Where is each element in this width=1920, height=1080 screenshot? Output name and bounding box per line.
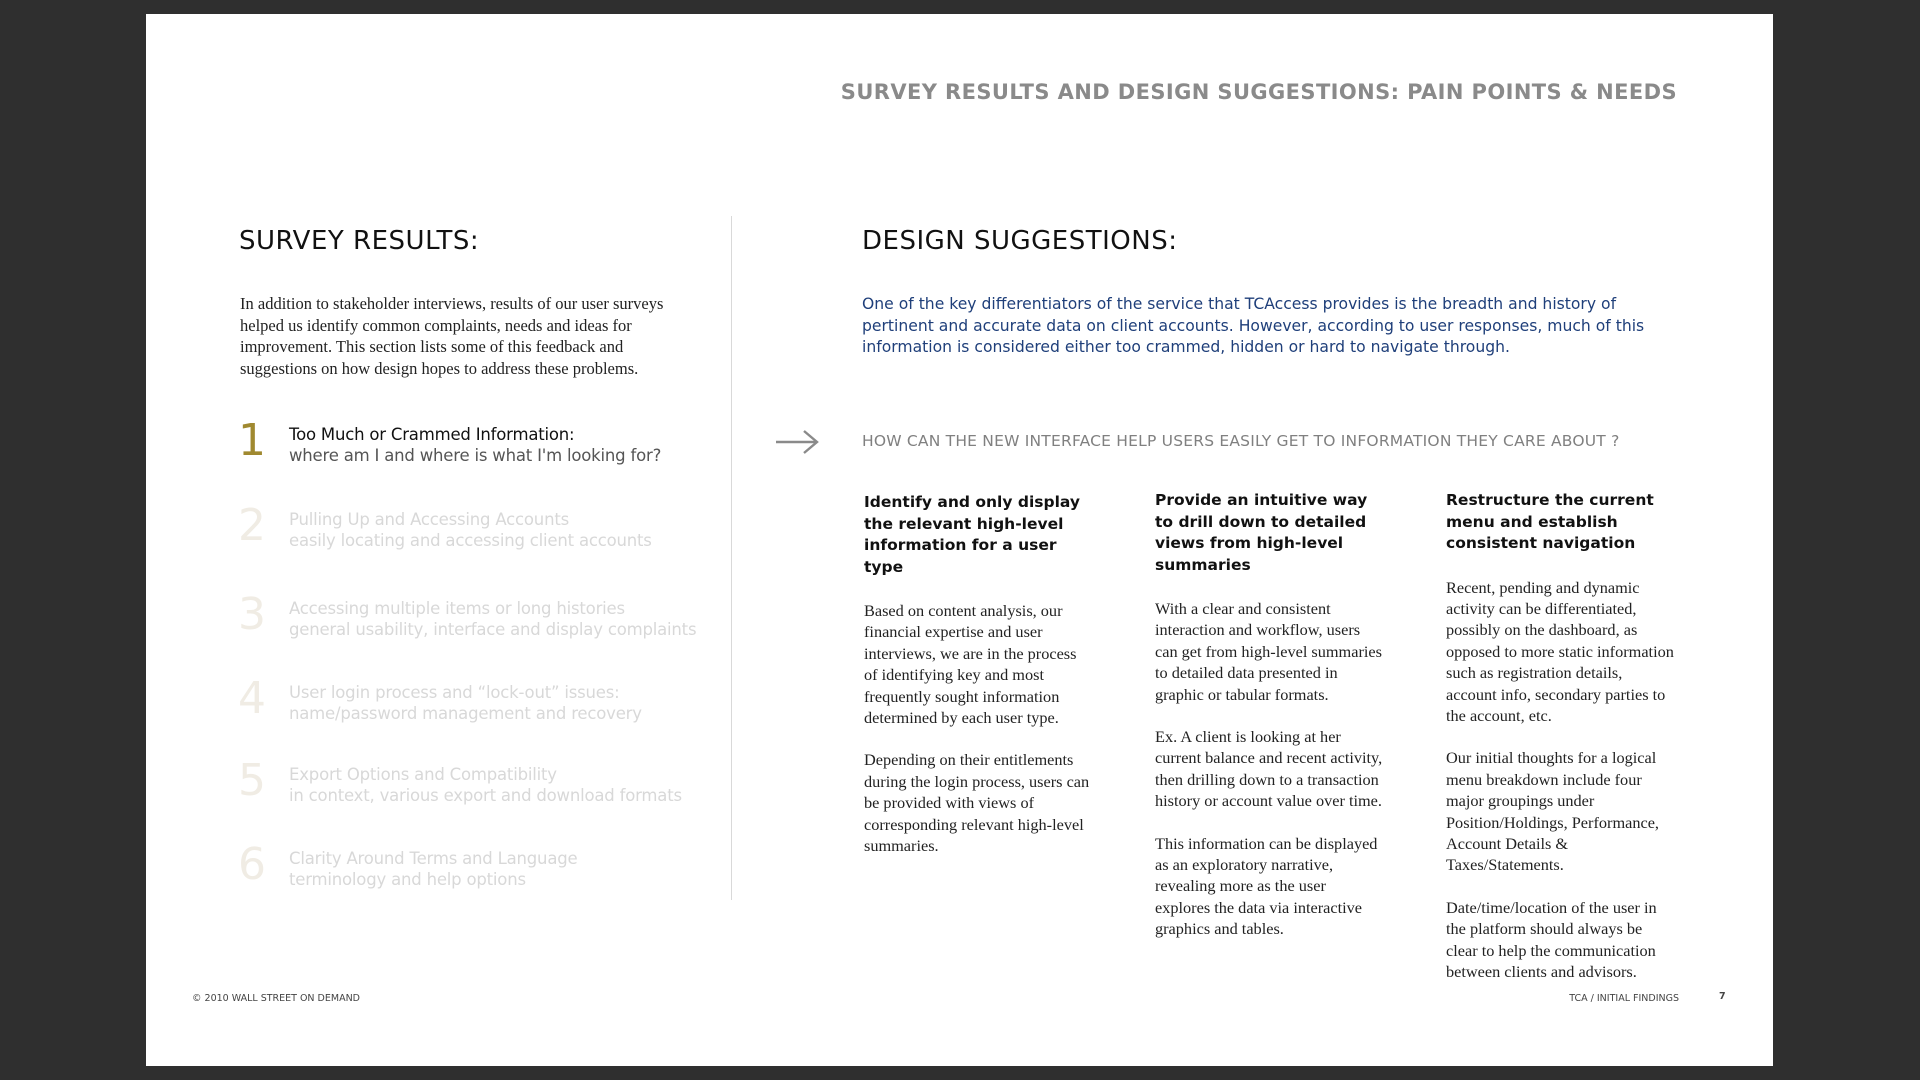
issue-subtitle: where am I and where is what I'm looking for? (289, 446, 662, 465)
issue-item (238, 415, 708, 479)
issue-number: 4 (238, 673, 266, 724)
issue-title: Clarity Around Terms and Language (289, 849, 578, 868)
arrow-right-icon (774, 429, 820, 455)
suggestion-column (1446, 490, 1676, 982)
document-page (146, 14, 1773, 1066)
suggestion-column (864, 492, 1094, 856)
suggestion-paragraph: Recent, pending and dynamic activity can be differentiated, possibly on the dashboard, as opposed to more static information such as registration details, account info, secondary parties to the account, etc. (1446, 577, 1674, 725)
suggestion-column (1155, 490, 1385, 940)
design-suggestions-heading: DESIGN SUGGESTIONS: (862, 226, 1178, 256)
issue-title: Export Options and Compatibility (289, 765, 557, 784)
issue-number: 1 (238, 415, 266, 466)
issue-title: Accessing multiple items or long histories (289, 599, 625, 618)
page-header: SURVEY RESULTS AND DESIGN SUGGESTIONS: PAIN POINTS & NEEDS (840, 80, 1677, 104)
survey-intro: In addition to stakeholder interviews, results of our user surveys helped us identify common complaints, needs and ideas for improvement. This section lists some of this feedback and suggestions on how design hopes to address these problems. (240, 294, 664, 378)
issue-title: User login process and “lock-out” issues: (289, 683, 620, 702)
suggestion-paragraph: With a clear and consistent interaction and workflow, users can get from high-level summaries to detailed data presented in graphic or tabular formats. (1155, 599, 1382, 704)
survey-results-heading: SURVEY RESULTS: (239, 226, 480, 256)
issue-subtitle: name/password management and recovery (289, 704, 642, 723)
issue-item (238, 755, 708, 819)
footer-doc-label: TCA / INITIAL FINDINGS (1569, 993, 1679, 1004)
suggestion-paragraph: This information can be displayed as an exploratory narrative, revealing more as the user explores the data via interactive graphics and tables. (1155, 833, 1378, 939)
footer-copyright: © 2010 WALL STREET ON DEMAND (192, 993, 360, 1004)
issue-item (238, 589, 708, 653)
issue-number: 5 (238, 755, 266, 806)
suggestion-paragraph: Our initial thoughts for a logical menu breakdown include four major groupings under Position/Holdings, Performance, Account Details & Taxes/Statements. (1446, 748, 1659, 875)
issue-item (238, 673, 708, 737)
suggestion-title: Restructure the current menu and establish consistent navigation (1446, 491, 1654, 552)
issue-number: 3 (238, 589, 266, 640)
issue-number: 6 (238, 839, 266, 890)
issue-subtitle: in context, various export and download formats (289, 786, 682, 805)
suggestion-paragraph: Ex. A client is looking at her current balance and recent activity, then drilling down to a transaction history or account value over time. (1155, 727, 1383, 811)
issue-item (238, 500, 708, 564)
interface-question: HOW CAN THE NEW INTERFACE HELP USERS EASILY GET TO INFORMATION THEY CARE ABOUT ? (862, 432, 1620, 450)
suggestion-title: Provide an intuitive way to drill down to detailed views from high-level summaries (1155, 491, 1368, 574)
suggestion-paragraph: Based on content analysis, our financial expertise and user interviews, we are in the process of identifying key and most frequently sought information determined by each user type. (864, 601, 1077, 728)
design-lead-paragraph: One of the key differentiators of the service that TCAccess provides is the breadth and history of pertinent and accurate data on client accounts. However, according to user responses, much of this information is considered either too crammed, hidden or hard to navigate through. (862, 295, 1645, 356)
issue-number: 2 (238, 500, 266, 551)
suggestion-paragraph: Date/time/location of the user in the platform should always be clear to help the communication between clients and advisors. (1446, 897, 1657, 981)
issue-title: Too Much or Crammed Information: (289, 425, 575, 444)
issue-title: Pulling Up and Accessing Accounts (289, 510, 569, 529)
suggestion-title: Identify and only display the relevant high-level information for a user type (864, 493, 1080, 576)
issue-item (238, 839, 708, 903)
page-number: 7 (1719, 991, 1726, 1002)
issue-subtitle: easily locating and accessing client accounts (289, 531, 652, 550)
issue-subtitle: terminology and help options (289, 870, 526, 889)
issue-subtitle: general usability, interface and display complaints (289, 620, 697, 639)
suggestion-paragraph: Depending on their entitlements during the login process, users can be provided with views of corresponding relevant high-level summaries. (864, 750, 1090, 856)
column-divider (731, 216, 732, 900)
